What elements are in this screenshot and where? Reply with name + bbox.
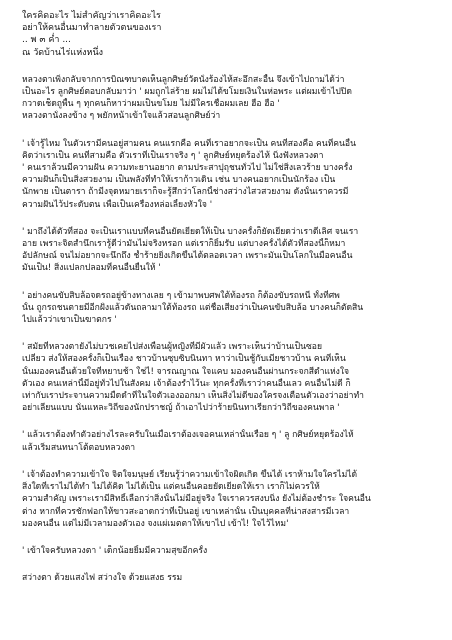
text-line: ไปแล้วว่าเขาเป็นฆาตกร ' (22, 315, 117, 326)
text-line: นั้นมองคนอื่นด้วยใจที่หยาบช้า ใช่ไ! จารณญาณ ใจแคบ มองคนอื่นผ่านกระจกสีดำแห่งใจ (22, 366, 350, 377)
text-line: สว่างตา ด้วยแสงไฟ สว่างใจ ด้วยแสงธ รรม (22, 573, 183, 584)
text-line: ' เจ้ารู้ไหม ในตัวเรามีคนอยู่สามคน คนแรกคือ คนที่เราอยากจะเป็น คนที่สองคือ คนที่คนอื่น (22, 138, 356, 149)
text-line: มองคนอื่น แต่ไม่มีเวลามองตัวเอง จงแผ่เมตตาให้เขาไป เข้าไ! ใจไว้ไหม' (22, 518, 289, 529)
text-line: อัปลักษณ์ จนไม่อยากจะนึกถึง ช้ำร้ายยิ่งเกิดขึ้นได้ตลอดเวลา เพราะมันเป็นโลกในมือคนอื่น (22, 251, 353, 262)
text-line: หลวงตานั่งลงข้าง ๆ พยักหน้าเข้าใจแล้วสอนลูกศิษย์ว่า (22, 111, 221, 122)
place-line: ณ วัดบ้านไร่แห่งหนึ่ง (22, 47, 103, 58)
text-line: ' เจ้าต้องทำความเข้าใจ จิตใจมนุษย์ เรียนรู้ว่าความเข้าใจผิดเกิด ขึ้นได้ เราห้ามใจใครไม่ได้ (22, 469, 358, 480)
text-line: คิดว่าเราเป็น คนที่สามคือ ตัวเราที่เป็นเราจริง ๆ ' ลูกศิษย์หยุดร้องไห้ นิ่งฟังหลวงตา (22, 150, 324, 161)
text-line: ความสำคัญ เพราะเรามีสิทธิ์เลือกว่าสิ่งนั้นไม่มีอยู่จริง ใจเราควรสงบนิ่ง ยังไม่ต้องชำระ ใจคนอื่น (22, 494, 371, 505)
text-line: นักพาย เป็นตารา ถ้ามีงจุดหมายเราก็จะรู้สึกว่าโลกนี้ช่างสว่างไสวสวยงาม ดังนั้นเราควรมี (22, 187, 349, 198)
paragraph (22, 290, 430, 327)
text-line: ความฝันก็เป็นสิ่งสวยงาม เป็นพลังที่ทำให้เราก้าวเดิน เช่น บางคนอยากเป็นนักร้อง เป็น (22, 175, 336, 186)
text-line: ตัวเอง คนเหล่านี้มีอยู่ทั่วไปในสังคม เจ้าต้องรำไว้นะ ทุกครั้งที่เราว่าคนอื่นเลว คนอื่นไม่ดี ก็ (22, 378, 351, 389)
text-line: อย่าเลียนแบบ นั่นแหละวิถีของนักปราชญ์ ถ้าเอาไปว่าร้ายนินทาเรียกว่าวิถีของคนพาล ' (22, 403, 340, 414)
text-line: ต่าง หากที่ควรชักฟอกให้ขาวสะอาดกว่าที่เป็นอยู่ เขาเหล่านั้น เป็นบุคคลที่น่าสงสารมีเวลา (22, 506, 350, 517)
text-line: ' อย่างคนขับสิบล้อจดรถอยู่ข้างทางเลย ๆ เข้ามาพบศพใต้ท้องรถ ก็ต้องขับรถหนี ทั้งที่ศพ (22, 290, 340, 301)
text-line: เป็นอะไร ลูกศิษย์ตอบกลับมาว่า ' ผมถูกไล่ร้าย ผมไม่ได้ขโมยเงินในห่อพระ แต่ผมเข้าไปปิด (22, 87, 352, 98)
text-line: ' เข้าใจครับหลวงตา ' เด็กน้อยยิ้มมีความสุขอีกครั้ง (22, 545, 208, 556)
text-line: เท่ากับเราประจานความมืดดำที่ในใจตัวเองออกมา เห็นสิ่งไม่ดีของใครจงเตือนตัวเองว่าอย่าทำ (22, 391, 364, 402)
paragraph (22, 469, 430, 530)
text-line: สิ่งใดที่เราไม่ได้ทำ ไม่ได้คิด ไม่ได้เป็น แต่คนอื่นคอยยัดเยียดให้เรา เราก็ไม่ควรให้ (22, 482, 320, 493)
paragraph (22, 226, 430, 275)
subtitle-line: อย่าให้คนอื่นมาทำลายตัวตนของเรา (22, 23, 162, 34)
heading-block (22, 10, 430, 59)
paragraph (22, 74, 430, 123)
text-line: หลวงตาเพิ่งกลับจากการบิณฑบาตเห็นลูกศิษย์วัดนั่งร้องไห้สะอึกสะอื้น จึงเข้าไปถามได้ว่า (22, 74, 345, 85)
paragraph (22, 341, 430, 414)
text-line: กวาดเช็ดถูพื้น ๆ ทุกคนก็หาว่าผมเป็นขโมย ไม่มีใครเชื่อผมเลย ฮือ ฮือ ' (22, 99, 280, 110)
text-line: เปลี่ยว ส่งให้สองครั้งก็เป็นเรื่อง ชาวบ้านซุบซิบนินทา หาว่าเป็นชู้กับเมียชาวบ้าน คนที่เห็น (22, 354, 346, 365)
text-line: ความฝันไว้ประดับตน เพื่อเป็นเครื่องหล่อเลี้ยงหัวใจ ' (22, 199, 213, 210)
title-line: ใครคิดอะไร ไม่สำคัญว่าเราคิดอะไร (22, 11, 161, 21)
paragraph (22, 429, 430, 453)
text-line: ' คนเราล้วนมีความฝัน ความทะยานอยาก ตามประสาปุถุชนทั่วไป ไม่ใช่สิ่งเลวร้าย บางครั้ง (22, 163, 353, 174)
paragraph (22, 545, 430, 557)
body-text (22, 74, 430, 585)
text-line: นั้น ถูกรถชนตายมีอีกฝั่งแล้วดันถลามาใต้ท้องรถ แต่ชื่อเสียงว่าเป็นคนขับสิบล้อ บางคนก็ตัดสิน (22, 302, 364, 313)
text-line: แล้วเริ่มสนทนาโต้ตอบหลวงตา (22, 442, 136, 453)
paragraph (22, 138, 430, 211)
date-line: .. พ ๓ ค่ำ ... (22, 35, 71, 46)
text-line: มันเป็น! สิ่งแปลกปลอมที่คนอื่นยื่นให้ ' (22, 263, 161, 274)
paragraph (22, 572, 430, 584)
text-line: ' แล้วเราต้องทำตัวอย่างไรละครับในเมื่อเราต้องเจอคนเหล่านั้นเรื่อย ๆ ' ลู กศิษย์หยุดร้องไห้ (22, 430, 354, 441)
text-line: ' มาถึงได้ตัวที่สอง จะเป็นเราแบบที่คนอื่นยัดเยียดให้เป็น บางครั้งก็ยัดเยียดว่าเราดีเลิศ จนเรา (22, 226, 359, 237)
text-line: ' สมัยที่หลวงตายังไม่บวชเคยไปส่งเพื่อนผู้หญิงที่มีผัวแล้ว เพราะเห็นว่าบ้านเป็นซอย (22, 342, 322, 353)
text-line: อาย เพราะจิตสำนึกเรารู้ดีว่ามันไม่จริงหรอก แต่เราก็ยิ้มรับ แต่บางครั้งได้ตัวที่สองนี้ก็หมา (22, 239, 346, 250)
